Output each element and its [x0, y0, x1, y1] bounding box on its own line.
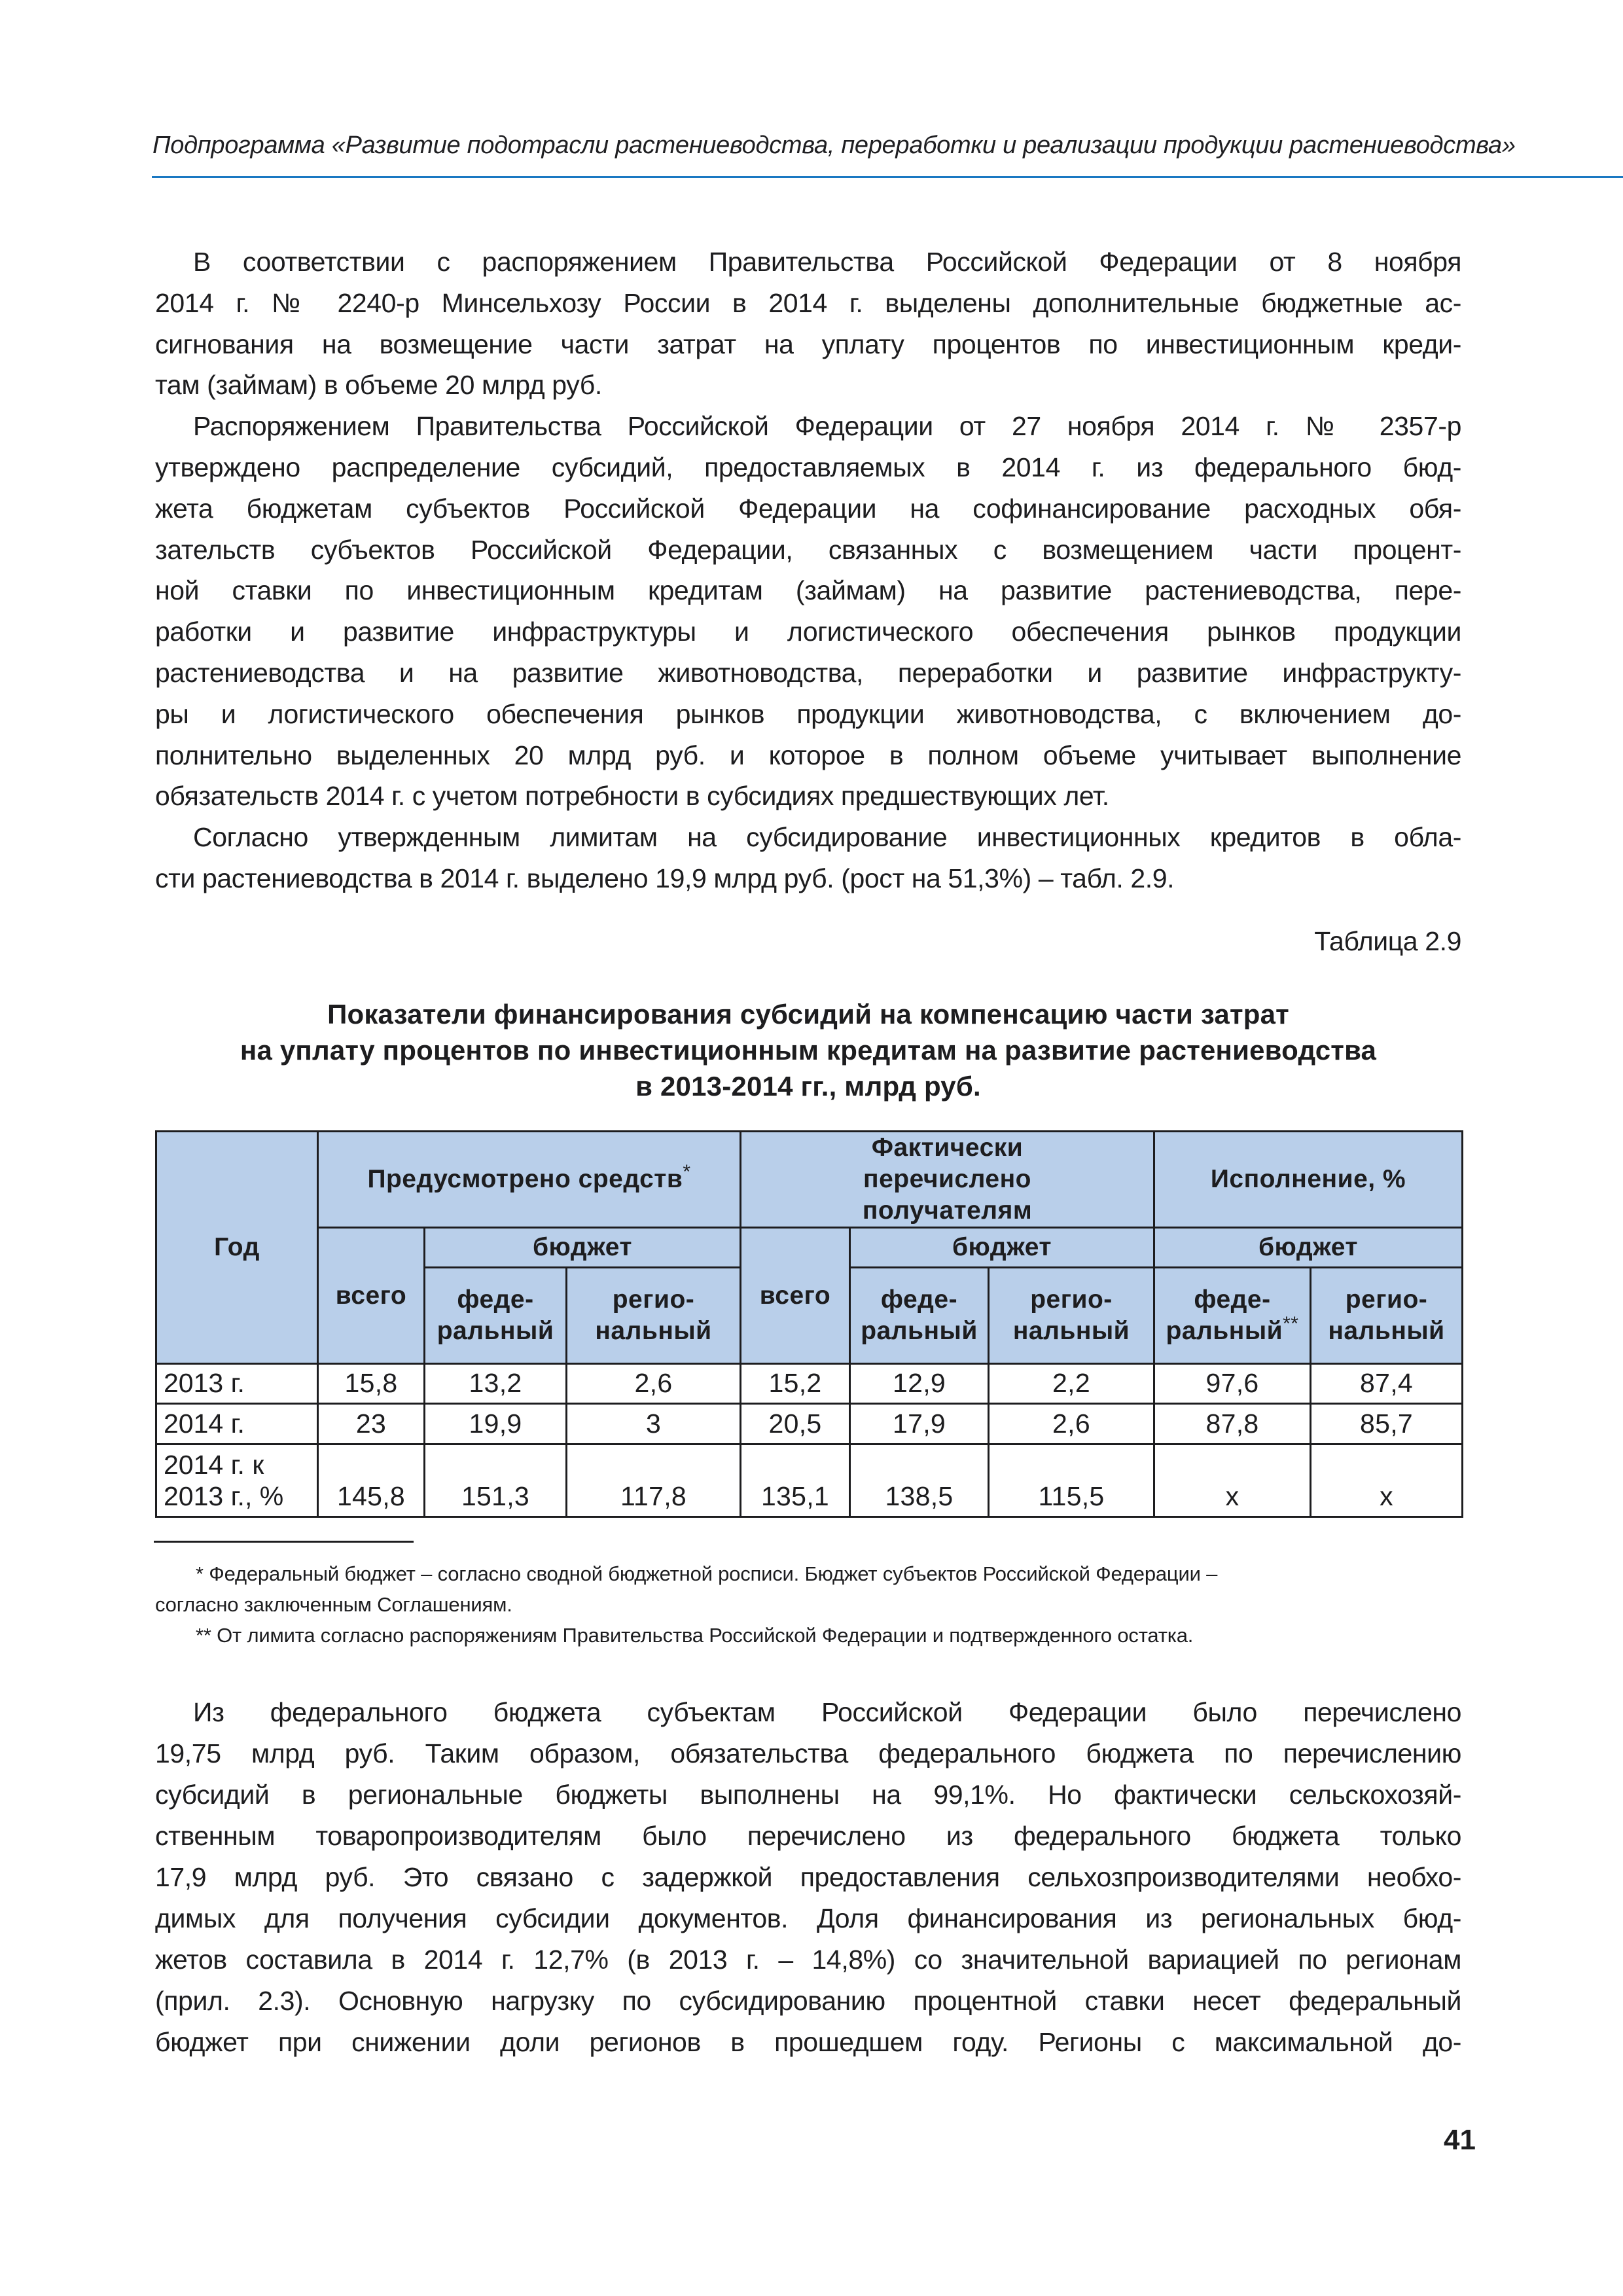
header-planned-label: Предусмотрено средств	[367, 1165, 683, 1193]
header-rule	[152, 176, 1623, 178]
page-number: 41	[1444, 2124, 1476, 2156]
header-label-line: ральный**	[1166, 1313, 1299, 1345]
header-actual-label: Фактически перечислено получателям	[862, 1134, 1033, 1225]
header-label-line: регио-	[1345, 1285, 1428, 1314]
header-year	[156, 1132, 318, 1364]
header-planned	[318, 1132, 741, 1228]
table-cell: 15,8	[318, 1364, 425, 1404]
table-cell: 19,9	[425, 1404, 567, 1444]
table-cell: 2,6	[989, 1404, 1154, 1444]
row-year	[156, 1404, 318, 1444]
footnote-line: согласно заключенным Соглашениям.	[155, 1593, 512, 1616]
paragraph-line: зательств субъектов Российской Федерации, связанных с возмещением части процент-	[155, 534, 1461, 565]
table-cell: 87,4	[1311, 1364, 1463, 1404]
footnote-rule	[154, 1541, 414, 1543]
table-label: Таблица 2.9	[1314, 926, 1461, 956]
header-actual	[741, 1132, 1154, 1228]
paragraph-line: Согласно утвержденным лимитам на субсидирование инвестиционных кредитов в обла-	[193, 822, 1461, 853]
footnote-line: ** От лимита согласно распоряжениям Правительства Российской Федерации и подтвержденного остатка.	[196, 1624, 1194, 1647]
table-title-line: Показатели финансирования субсидий на компенсацию части затрат	[327, 999, 1289, 1030]
header-label	[425, 1284, 565, 1347]
table-cell: 15,2	[741, 1364, 850, 1404]
header-planned-regional	[567, 1268, 741, 1364]
footnotes	[155, 1558, 1461, 1651]
header-label-line: нальный	[595, 1317, 712, 1345]
paragraph-line: сигнования на возмещение части затрат на уплату процентов по инвестиционным креди-	[155, 329, 1461, 359]
paragraph-line: жета бюджетам субъектов Российской Федерации на софинансирование расходных обя-	[155, 493, 1461, 524]
header-label-line: регио-	[612, 1285, 695, 1314]
header-actual-budget: бюджет	[850, 1228, 1154, 1268]
footnote-mark: *	[683, 1161, 691, 1183]
header-row	[156, 1228, 1463, 1268]
row-year-line: 2014 г. к	[164, 1450, 264, 1480]
header-label-line: нальный	[1012, 1317, 1130, 1345]
header-label-line: феде-	[880, 1285, 958, 1314]
paragraph-line: 17,9 млрд руб. Это связано с задержкой предоставления сельхозпроизводителями необхо-	[155, 1862, 1461, 1892]
row-year-line: 2013 г.	[164, 1368, 245, 1398]
paragraph-line: В соответствии с распоряжением Правительства Российской Федерации от 8 ноября	[193, 247, 1461, 277]
header-year-label: Год	[214, 1233, 260, 1261]
header-execution-federal	[1154, 1268, 1311, 1364]
header-execution-regional	[1311, 1268, 1463, 1364]
table-title	[155, 996, 1461, 1104]
header-planned-budget: бюджет	[425, 1228, 741, 1268]
paragraph-line: 2014 г. № 2240-р Минсельхозу России в 2014 г. выделены дополнительные бюджетные ас-	[155, 287, 1461, 318]
row-year	[156, 1444, 318, 1517]
paragraph-line: димых для получения субсидии документов. Доля финансирования из региональных бюд-	[155, 1903, 1461, 1933]
header-execution-budget: бюджет	[1154, 1228, 1463, 1268]
header-execution-label: Исполнение, %	[1210, 1165, 1406, 1193]
paragraph-line: полнительно выделенных 20 млрд руб. и которое в полном объеме учитывает выполнение	[155, 740, 1461, 770]
paragraph-line: работки и развитие инфраструктуры и логистического обеспечения рынков продукции	[155, 617, 1461, 647]
table-cell: 87,8	[1154, 1404, 1311, 1444]
header-planned-federal	[425, 1268, 567, 1364]
table-row	[156, 1404, 1463, 1444]
table-cell: 145,8	[318, 1444, 425, 1517]
financing-table	[155, 1130, 1463, 1518]
header-label-line: регио-	[1030, 1285, 1113, 1314]
table-title-line: в 2013-2014 гг., млрд руб.	[635, 1071, 981, 1102]
table-cell: х	[1311, 1444, 1463, 1517]
paragraph-line: утверждено распределение субсидий, предоставляемых в 2014 г. из федерального бюд-	[155, 452, 1461, 482]
table-cell: 20,5	[741, 1404, 850, 1444]
table-cell: х	[1154, 1444, 1311, 1517]
paragraph-line: там (займам) в объеме 20 млрд руб.	[155, 370, 602, 401]
paragraph-line: (прил. 2.3). Основную нагрузку по субсидированию процентной ставки несет федеральный	[155, 1986, 1461, 2016]
table-cell: 12,9	[850, 1364, 989, 1404]
footnote-line: * Федеральный бюджет – согласно сводной бюджетной росписи. Бюджет субъектов Российской Федерации –	[196, 1562, 1218, 1585]
body-text-bottom	[155, 1692, 1461, 2063]
table-cell: 115,5	[989, 1444, 1154, 1517]
header-actual-total: всего	[741, 1228, 850, 1364]
paragraph-line: жетов составила в 2014 г. 12,7% (в 2013 г. – 14,8%) со значительной вариацией по регионам	[155, 1945, 1461, 1975]
header-actual-regional	[989, 1268, 1154, 1364]
table-cell: 2,2	[989, 1364, 1154, 1404]
table-cell: 151,3	[425, 1444, 567, 1517]
table-cell: 85,7	[1311, 1404, 1463, 1444]
paragraph-line: субсидий в региональные бюджеты выполнены на 99,1%. Но фактически сельскохозяй-	[155, 1780, 1461, 1810]
header-label	[1155, 1284, 1310, 1347]
row-year	[156, 1364, 318, 1404]
table-cell: 135,1	[741, 1444, 850, 1517]
paragraph-line: Из федерального бюджета субъектам Российской Федерации было перечислено	[193, 1697, 1461, 1727]
body-text-top	[155, 242, 1461, 899]
header-label-line: ральный	[437, 1317, 554, 1345]
paragraph-line: 19,75 млрд руб. Таким образом, обязательства федерального бюджета по перечислению	[155, 1738, 1461, 1768]
paragraph-line: обязательств 2014 г. с учетом потребности в субсидиях предшествующих лет.	[155, 781, 1109, 812]
table-title-line: на уплату процентов по инвестиционным кредитам на развитие растениеводства	[240, 1035, 1377, 1066]
paragraph-line: растениеводства и на развитие животноводства, переработки и развитие инфраструкту-	[155, 657, 1461, 688]
table-cell: 3	[567, 1404, 741, 1444]
header-label	[567, 1284, 740, 1347]
table-cell: 138,5	[850, 1444, 989, 1517]
row-year-line: 2013 г., %	[164, 1481, 284, 1511]
header-actual-federal	[850, 1268, 989, 1364]
paragraph-line: ры и логистического обеспечения рынков продукции животноводства, с включением до-	[155, 698, 1461, 729]
header-execution	[1154, 1132, 1463, 1228]
running-head: Подпрограмма «Развитие подотрасли растениеводства, переработки и реализации продукции растениеводства»	[152, 132, 1516, 159]
table-cell: 117,8	[567, 1444, 741, 1517]
paragraph-line: Распоряжением Правительства Российской Федерации от 27 ноября 2014 г. № 2357-р	[193, 411, 1461, 442]
header-label-line: феде-	[1194, 1285, 1271, 1314]
header-row	[156, 1132, 1463, 1228]
header-planned-total: всего	[318, 1228, 425, 1364]
paragraph-line: бюджет при снижении доли регионов в прошедшем году. Регионы с максимальной до-	[155, 2027, 1461, 2057]
paragraph-line: ной ставки по инвестиционным кредитам (займам) на развитие растениеводства, пере-	[155, 575, 1461, 606]
table-row	[156, 1364, 1463, 1404]
header-label	[1311, 1284, 1461, 1347]
table-row	[156, 1444, 1463, 1517]
paragraph-line: сти растениеводства в 2014 г. выделено 19,9 млрд руб. (рост на 51,3%) – табл. 2.9.	[155, 863, 1175, 893]
table-cell: 17,9	[850, 1404, 989, 1444]
header-label	[990, 1284, 1153, 1347]
table-cell: 13,2	[425, 1364, 567, 1404]
header-label	[851, 1284, 988, 1347]
footnote-mark: **	[1283, 1313, 1299, 1335]
header-label-line: феде-	[457, 1285, 534, 1314]
table-cell: 97,6	[1154, 1364, 1311, 1404]
header-label-line: нальный	[1328, 1317, 1445, 1345]
header-label-line: ральный	[861, 1317, 978, 1345]
table-cell: 23	[318, 1404, 425, 1444]
table-cell: 2,6	[567, 1364, 741, 1404]
row-year-line: 2014 г.	[164, 1408, 245, 1439]
paragraph-line: ственным товаропроизводителям было перечислено из федерального бюджета только	[155, 1821, 1461, 1851]
